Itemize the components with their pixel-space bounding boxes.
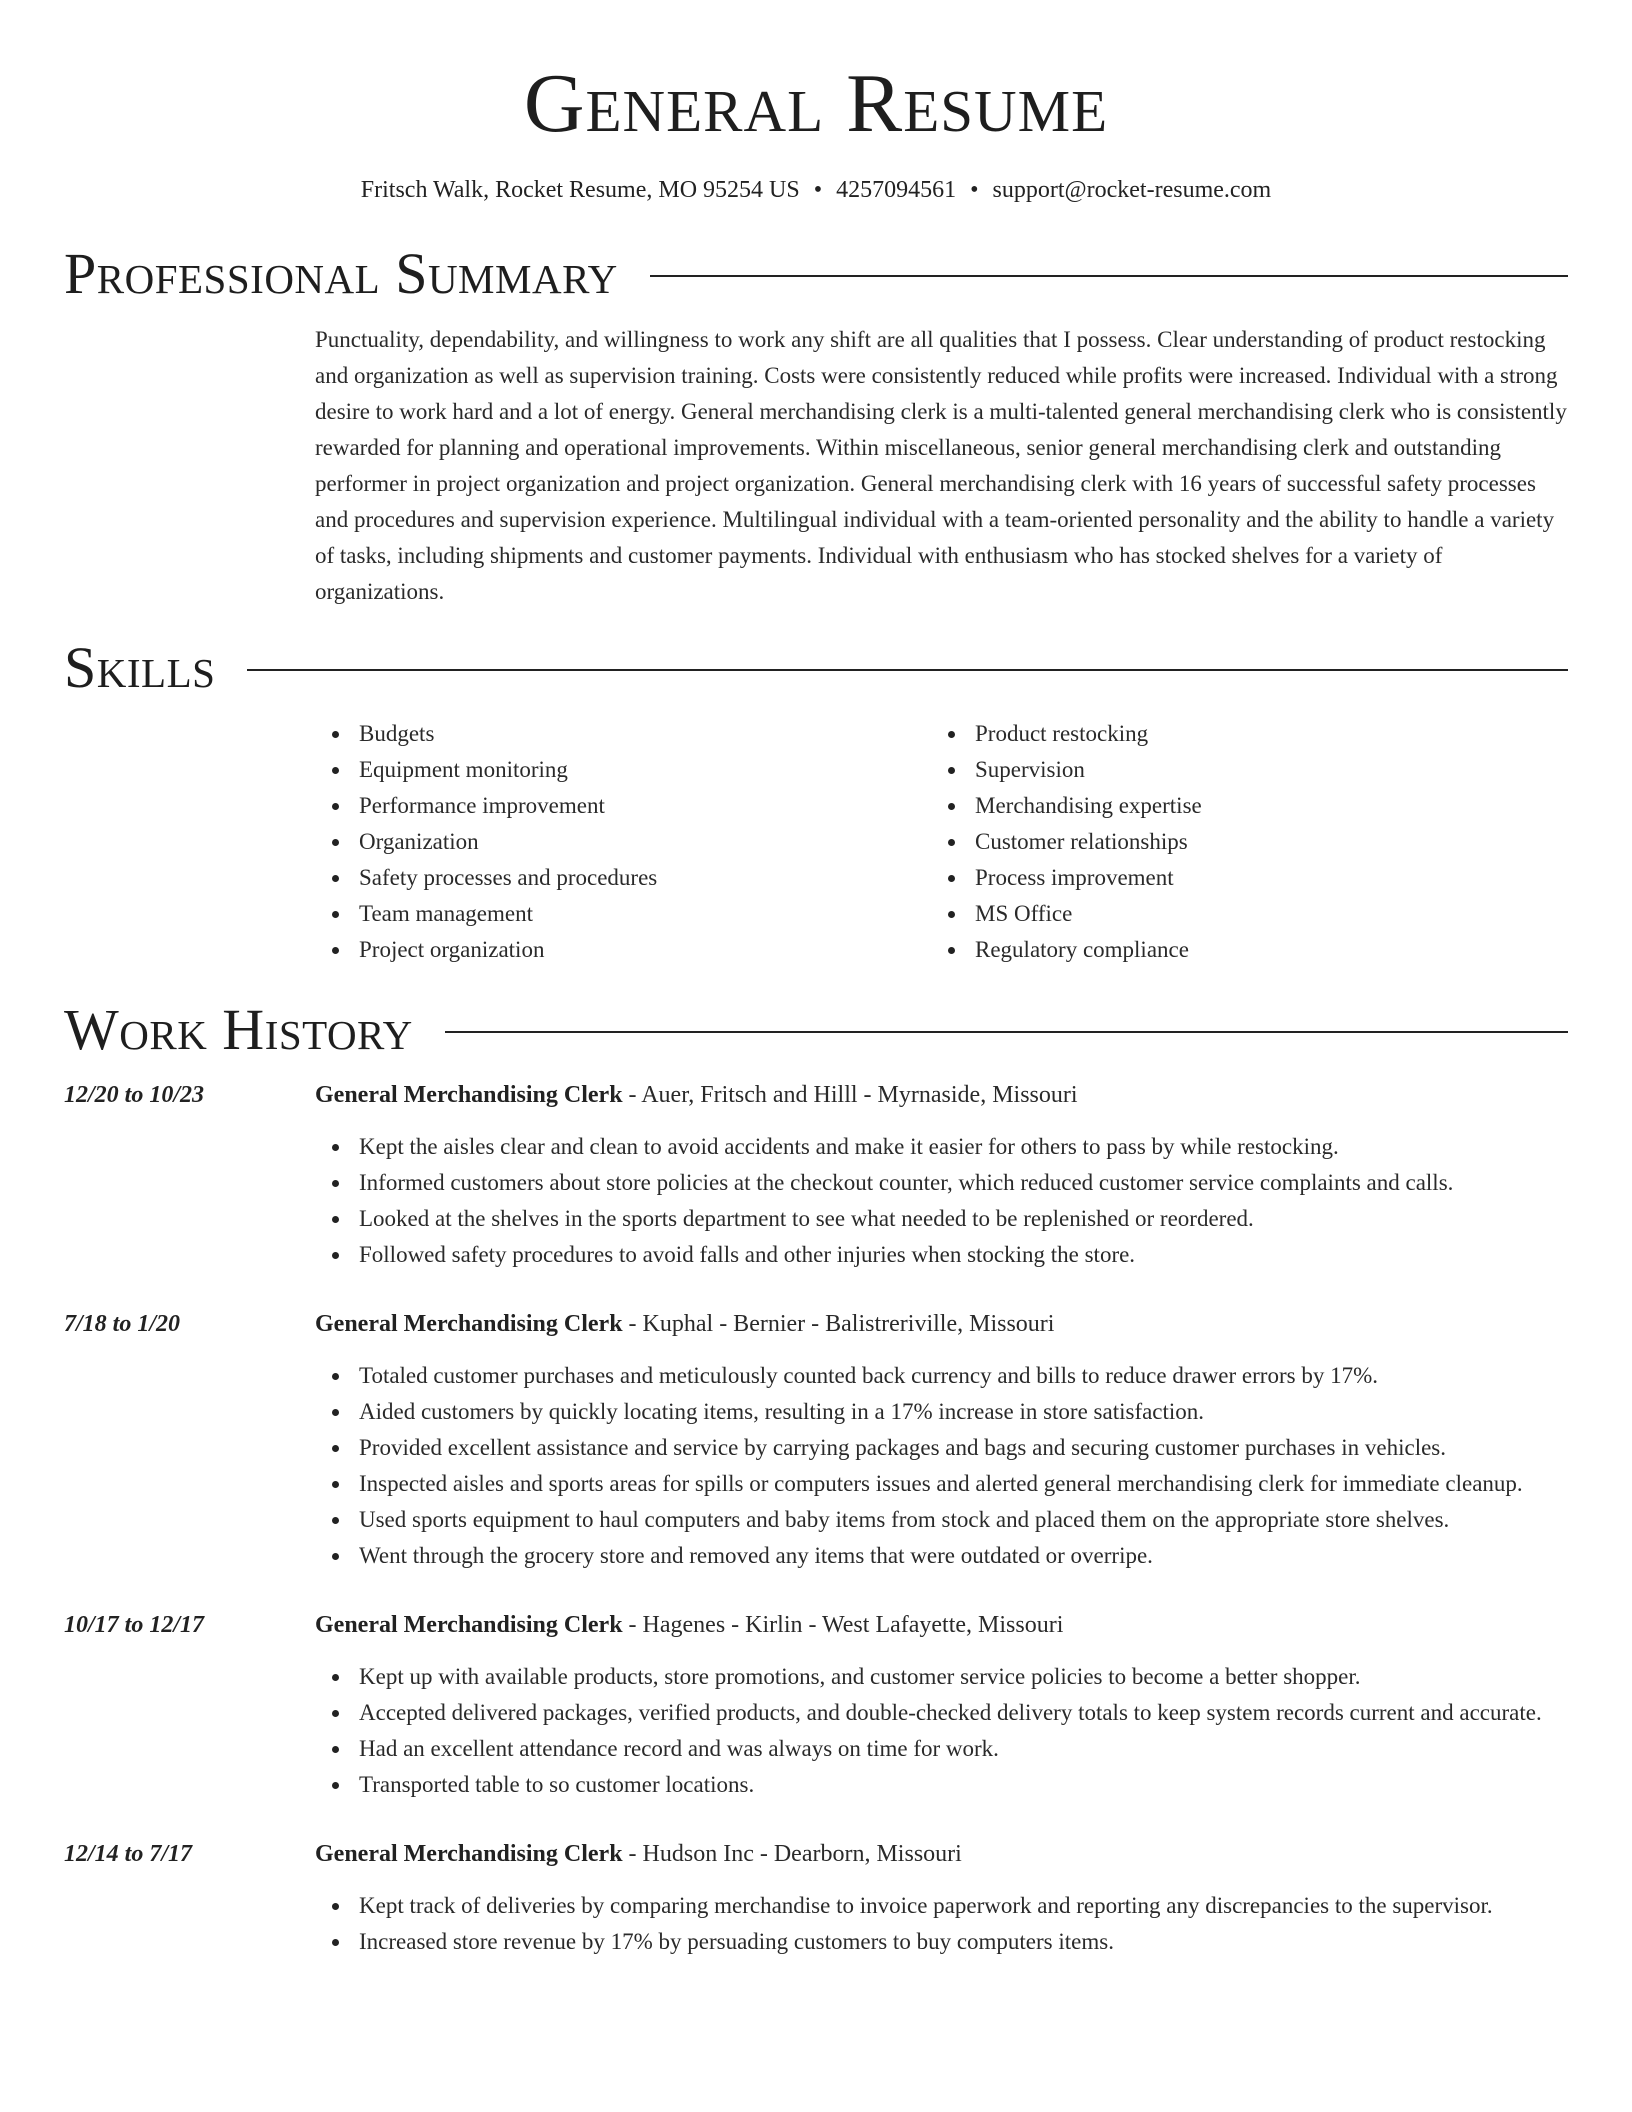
job-dates: 12/14 to 7/17 xyxy=(64,1841,193,1867)
job-entry xyxy=(64,1837,1568,1960)
section-divider xyxy=(247,669,1568,671)
skills-heading: Skills xyxy=(64,635,216,700)
job-duty-item: Totaled customer purchases and meticulously counted back currency and bills to reduce drawer errors by 17%. xyxy=(315,1358,1568,1394)
job-duties-list xyxy=(315,1888,1568,1960)
job-header xyxy=(64,1608,1568,1642)
job-info xyxy=(315,1837,962,1871)
summary-text: Punctuality, dependability, and willingness to work any shift are all qualities that I possess. Clear understanding of product restocking and organization as well as supervision training. Costs were consistently reduced while profits were increased. Individual with a strong desire to work hard and a lot of energy. General merchandising clerk is a multi-talented general merchandising clerk who is consistently rewarded for planning and operational improvements. Within miscellaneous, senior general merchandising clerk and outstanding performer in project organization and project organization. General merchandising clerk with 16 years of successful safety processes and procedures and supervision experience. Multilingual individual with a team-oriented personality and the ability to handle a variety of tasks, including shipments and customer payments. Individual with enthusiasm who has stocked shelves for a variety of organizations. xyxy=(315,327,1567,604)
job-info xyxy=(315,1078,1078,1112)
work-section-header xyxy=(64,998,1568,1062)
job-header xyxy=(64,1307,1568,1341)
contact-separator: • xyxy=(813,177,823,203)
skills-column-left xyxy=(315,716,931,968)
job-title: General Merchandising Clerk xyxy=(315,1841,623,1867)
job-dates: 12/20 to 10/23 xyxy=(64,1082,205,1108)
job-duty-item: Had an excellent attendance record and was always on time for work. xyxy=(315,1731,1568,1767)
job-title: General Merchandising Clerk xyxy=(315,1082,623,1108)
job-employer-location: - Hagenes - Kirlin - West Lafayette, Missouri xyxy=(622,1612,1064,1638)
job-duty-item: Provided excellent assistance and service by carrying packages and bags and securing customer purchases in vehicles. xyxy=(315,1430,1568,1466)
job-info xyxy=(315,1307,1054,1341)
skill-item: Supervision xyxy=(931,752,1547,788)
contact-separator: • xyxy=(970,177,979,203)
job-header xyxy=(64,1837,1568,1871)
summary-heading: Professional Summary xyxy=(64,241,618,306)
skill-item: Equipment monitoring xyxy=(315,752,931,788)
job-employer-location: - Hudson Inc - Dearborn, Missouri xyxy=(622,1841,962,1867)
skill-item: Process improvement xyxy=(931,860,1547,896)
section-divider xyxy=(445,1031,1568,1033)
job-duty-item: Informed customers about store policies at the checkout counter, which reduced customer service complaints and calls. xyxy=(315,1165,1568,1201)
job-dates: 7/18 to 1/20 xyxy=(64,1311,181,1337)
skill-item: Organization xyxy=(315,824,931,860)
skill-item: Regulatory compliance xyxy=(931,932,1547,968)
job-duty-item: Kept track of deliveries by comparing merchandise to invoice paperwork and reporting any discrepancies to the supervisor. xyxy=(315,1888,1568,1924)
job-duty-item: Increased store revenue by 17% by persuading customers to buy computers items. xyxy=(315,1924,1568,1960)
job-duty-item: Accepted delivered packages, verified products, and double-checked delivery totals to keep system records current and accurate. xyxy=(315,1695,1568,1731)
job-employer-location: - Kuphal - Bernier - Balistreriville, Missouri xyxy=(622,1311,1055,1337)
job-info xyxy=(315,1608,1063,1642)
contact-line xyxy=(64,174,1568,206)
skill-item: Project organization xyxy=(315,932,931,968)
job-duties-list xyxy=(315,1129,1568,1273)
job-entry xyxy=(64,1608,1568,1803)
job-duty-item: Transported table to so customer locations. xyxy=(315,1767,1568,1803)
contact-email: support@rocket-resume.com xyxy=(992,177,1272,203)
skill-item: Performance improvement xyxy=(315,788,931,824)
skill-item: Merchandising expertise xyxy=(931,788,1547,824)
skill-item: Product restocking xyxy=(931,716,1547,752)
job-duty-item: Aided customers by quickly locating items, resulting in a 17% increase in store satisfaction. xyxy=(315,1394,1568,1430)
summary-section-header xyxy=(64,242,1568,306)
job-header xyxy=(64,1078,1568,1112)
job-duty-item: Went through the grocery store and removed any items that were outdated or overripe. xyxy=(315,1538,1568,1574)
skills-column-right xyxy=(931,716,1547,968)
job-duty-item: Inspected aisles and sports areas for spills or computers issues and alerted general merchandising clerk for immediate cleanup. xyxy=(315,1466,1568,1502)
job-duty-item: Kept up with available products, store promotions, and customer service policies to become a better shopper. xyxy=(315,1659,1568,1695)
job-title: General Merchandising Clerk xyxy=(315,1311,623,1337)
skill-item: Safety processes and procedures xyxy=(315,860,931,896)
job-duty-item: Kept the aisles clear and clean to avoid accidents and make it easier for others to pass by while restocking. xyxy=(315,1129,1568,1165)
resume-name: General Resume xyxy=(523,57,1109,150)
job-duty-item: Used sports equipment to haul computers and baby items from stock and placed them on the appropriate store shelves. xyxy=(315,1502,1568,1538)
work-history-list xyxy=(64,1078,1568,1960)
job-duty-item: Looked at the shelves in the sports department to see what needed to be replenished or reordered. xyxy=(315,1201,1568,1237)
skill-item: MS Office xyxy=(931,896,1547,932)
skills-section-header xyxy=(64,636,1568,700)
skill-item: Team management xyxy=(315,896,931,932)
job-title: General Merchandising Clerk xyxy=(315,1612,623,1638)
contact-address: Fritsch Walk, Rocket Resume, MO 95254 US xyxy=(360,177,800,203)
skill-item: Customer relationships xyxy=(931,824,1547,860)
work-heading: Work History xyxy=(64,997,413,1062)
skill-item: Budgets xyxy=(315,716,931,752)
skills-list xyxy=(315,716,1568,968)
job-duties-list xyxy=(315,1358,1568,1574)
job-entry xyxy=(64,1307,1568,1574)
job-entry xyxy=(64,1078,1568,1273)
job-duty-item: Followed safety procedures to avoid falls and other injuries when stocking the store. xyxy=(315,1237,1568,1273)
contact-phone: 4257094561 xyxy=(836,177,957,203)
job-duties-list xyxy=(315,1659,1568,1803)
section-divider xyxy=(650,275,1568,277)
job-employer-location: - Auer, Fritsch and Hilll - Myrnaside, Missouri xyxy=(622,1082,1078,1108)
job-dates: 10/17 to 12/17 xyxy=(64,1612,205,1638)
